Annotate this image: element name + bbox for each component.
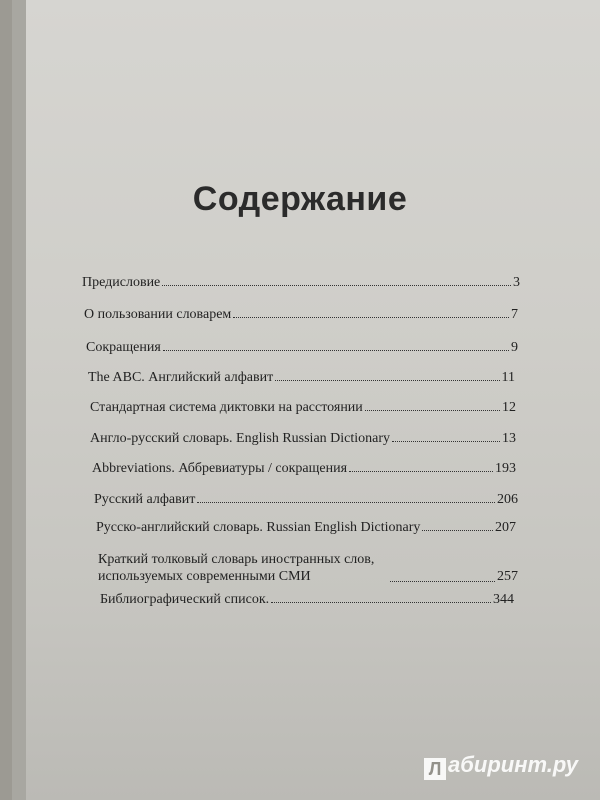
toc-entry-page: 7 [511, 307, 518, 322]
toc-entry-page: 193 [495, 461, 516, 476]
dot-leader [162, 285, 511, 286]
dot-leader [422, 530, 493, 531]
toc-entry-page: 257 [497, 569, 518, 584]
site-watermark [424, 752, 578, 780]
dot-leader [233, 317, 509, 318]
toc-entry-page: 11 [501, 370, 515, 385]
toc-entry-page: 344 [493, 592, 514, 607]
toc-entry-label: Сокращения [86, 340, 161, 355]
dot-leader [271, 602, 491, 603]
toc-entry [92, 461, 516, 477]
toc-entry-label: Англо-русский словарь. English Russian Dictionary [90, 431, 391, 446]
toc-entry [90, 431, 516, 447]
toc-entry-label: Русский алфавит [94, 492, 196, 507]
toc-entry-label: Библиографический список. [100, 592, 270, 607]
toc-entry [94, 492, 518, 508]
toc-entry-page: 207 [495, 520, 516, 535]
toc-entry [84, 307, 518, 323]
toc-entry-label: Предисловие [82, 275, 161, 290]
toc-entry-page: 12 [502, 400, 516, 415]
watermark-logo-icon: Л [424, 758, 446, 780]
toc-entry-page: 13 [502, 431, 516, 446]
toc-entry [100, 592, 514, 608]
toc-entry-label: The ABC. Английский алфавит [88, 370, 274, 385]
toc-entry [96, 520, 516, 536]
toc-entry-label: О пользовании словарем [84, 307, 232, 322]
dot-leader [365, 410, 500, 411]
dot-leader [275, 380, 499, 381]
toc-entry-page: 3 [513, 275, 520, 290]
toc-entry-label: Русско-английский словарь. Russian English Dictionary [96, 520, 421, 535]
toc-entry [98, 551, 518, 585]
toc-entry [88, 370, 515, 386]
dot-leader [392, 441, 500, 442]
toc-entry [82, 275, 520, 291]
dot-leader [163, 350, 509, 351]
toc-entry-label: Стандартная система диктовки на расстоянии [90, 400, 363, 415]
toc-entry [86, 340, 518, 356]
toc-entry [90, 400, 516, 416]
dot-leader [390, 581, 495, 582]
dot-leader [349, 471, 493, 472]
watermark-text: абиринт.ру [448, 752, 578, 777]
dot-leader [197, 502, 495, 503]
toc-entry-page: 206 [497, 492, 518, 507]
toc-entry-label: Краткий толковый словарь иностранных слов, используемых современными СМИ [98, 552, 375, 584]
toc-entry-page: 9 [511, 340, 518, 355]
page-title: Содержание [192, 179, 408, 218]
toc-entry-label: Abbreviations. Аббревиатуры / сокращения [92, 461, 348, 476]
